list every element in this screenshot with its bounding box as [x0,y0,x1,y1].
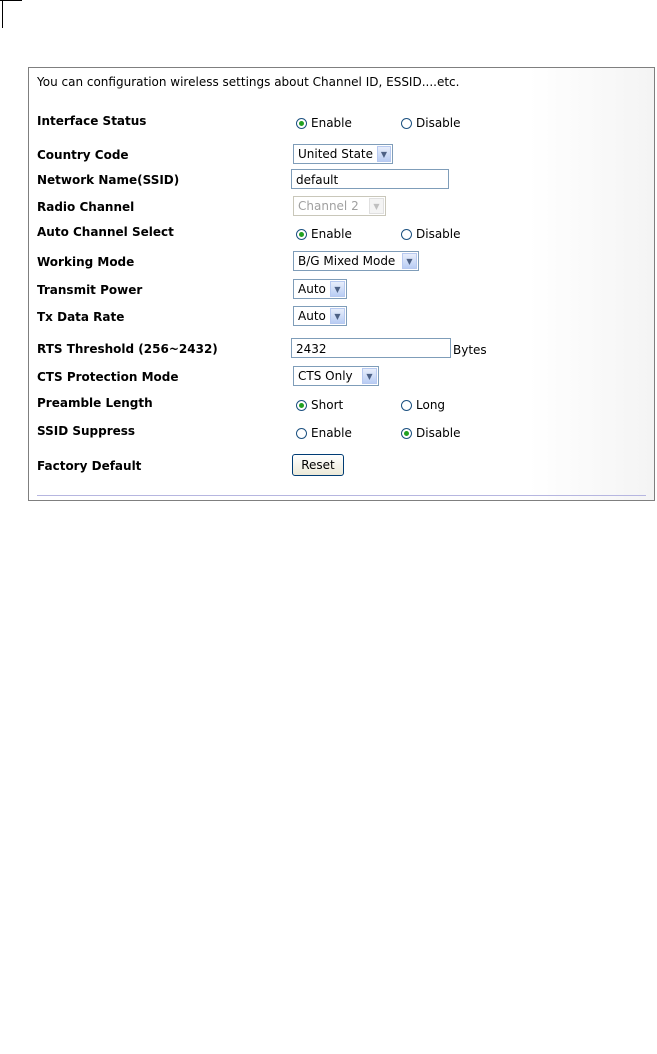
select-value: CTS Only [298,369,353,383]
interface-status-enable-radio[interactable] [296,116,352,130]
factory-default-row [29,454,654,476]
crop-mark-vertical [2,0,3,28]
tx-rate-label: Tx Data Rate [37,310,125,324]
preamble-row [29,395,654,417]
radio-channel-select[interactable] [293,196,386,216]
radio-label: Enable [311,227,352,241]
tx-rate-row [29,306,654,328]
interface-status-label: Interface Status [37,114,147,128]
ssid-suppress-row [29,423,654,445]
chevron-down-icon: ▼ [377,146,391,162]
transmit-power-select[interactable] [293,279,347,299]
working-mode-row [29,251,654,273]
interface-status-disable-radio[interactable] [401,116,461,130]
country-code-select[interactable] [293,144,393,164]
interface-status-row [29,113,654,135]
working-mode-select[interactable] [293,251,419,271]
chevron-down-icon: ▼ [402,253,417,269]
network-name-row [29,169,654,191]
preamble-long-radio[interactable] [401,398,445,412]
cts-label: CTS Protection Mode [37,370,179,384]
chevron-down-icon: ▼ [362,368,377,384]
rts-label: RTS Threshold (256~2432) [37,342,218,356]
rts-unit: Bytes [453,343,487,357]
working-mode-label: Working Mode [37,255,135,269]
radio-channel-row [29,196,654,218]
radio-dot-icon [401,118,412,129]
rts-row [29,338,654,360]
select-value: Auto [298,309,326,323]
select-value: B/G Mixed Mode [298,254,396,268]
crop-mark-horizontal [0,0,22,1]
cts-row [29,366,654,388]
radio-dot-icon [401,229,412,240]
auto-channel-enable-radio[interactable] [296,227,352,241]
radio-label: Disable [416,426,461,440]
radio-channel-label: Radio Channel [37,200,135,214]
chevron-down-icon: ▼ [369,198,384,214]
cts-select[interactable] [293,366,379,386]
radio-label: Enable [311,426,352,440]
radio-label: Long [416,398,446,412]
ssid-suppress-disable-radio[interactable] [401,426,461,440]
intro-text: You can configuration wireless settings about Channel ID, ESSID....etc. [37,75,460,89]
chevron-down-icon: ▼ [330,281,345,297]
auto-channel-row [29,224,654,246]
country-code-label: Country Code [37,148,129,162]
transmit-power-label: Transmit Power [37,283,143,297]
country-code-row [29,144,654,166]
reset-button[interactable]: Reset [292,454,344,476]
tx-rate-select[interactable] [293,306,347,326]
ssid-input[interactable]: default [291,169,449,189]
radio-label: Short [311,398,344,412]
radio-dot-icon [401,428,412,439]
divider [37,495,646,496]
select-value: Channel 2 [298,199,359,213]
factory-default-label: Factory Default [37,459,142,473]
radio-dot-icon [401,400,412,411]
select-value: United State [298,147,374,161]
radio-dot-icon [296,400,307,411]
radio-label: Disable [416,227,461,241]
ssid-suppress-enable-radio[interactable] [296,426,352,440]
radio-dot-icon [296,118,307,129]
rts-input[interactable]: 2432 [291,338,451,358]
chevron-down-icon: ▼ [330,308,345,324]
preamble-label: Preamble Length [37,396,153,410]
ssid-suppress-label: SSID Suppress [37,424,136,438]
select-value: Auto [298,282,326,296]
auto-channel-label: Auto Channel Select [37,225,174,239]
preamble-short-radio[interactable] [296,398,343,412]
transmit-power-row [29,279,654,301]
network-name-label: Network Name(SSID) [37,173,180,187]
auto-channel-disable-radio[interactable] [401,227,461,241]
radio-label: Enable [311,116,352,130]
radio-dot-icon [296,229,307,240]
radio-dot-icon [296,428,307,439]
wireless-settings-panel [28,67,655,501]
radio-label: Disable [416,116,461,130]
